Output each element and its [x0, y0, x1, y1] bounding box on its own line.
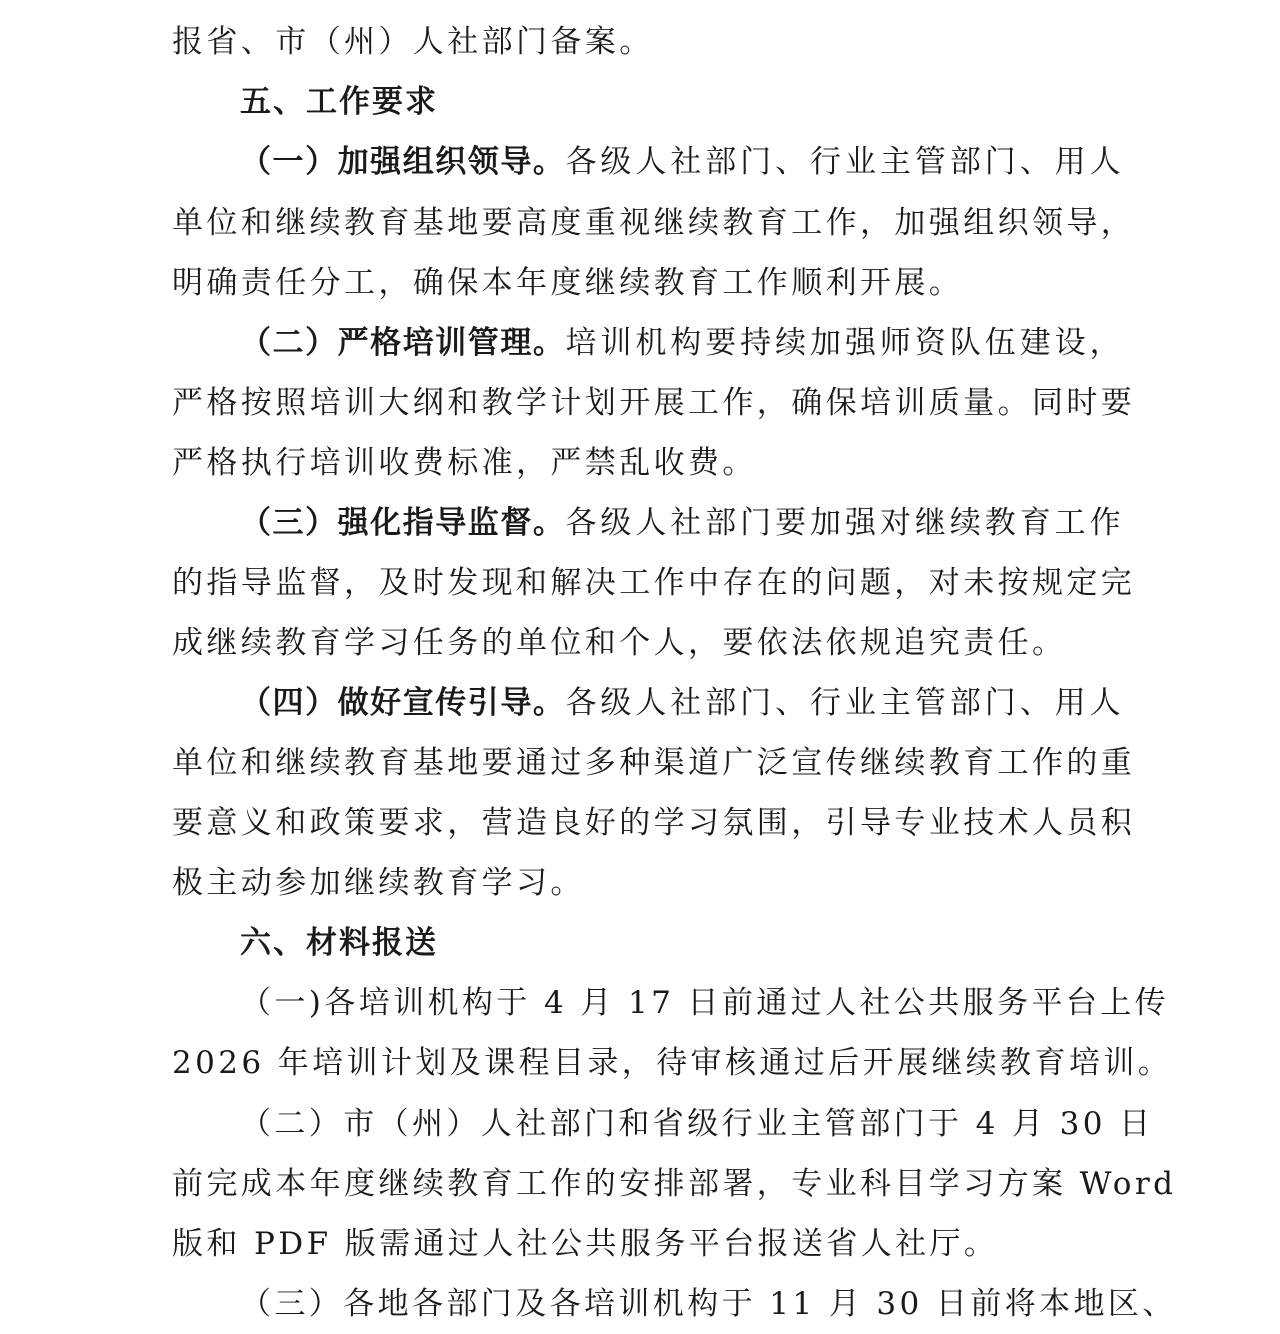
body-text: （二）市（州）人社部门和省级行业主管部门于 4 月 30 日: [240, 1106, 1154, 1142]
paragraph-line: [240, 1274, 1177, 1334]
body-text: 报省、市（州）人社部门备案。: [172, 24, 654, 60]
paragraph-line: [172, 1154, 1177, 1214]
body-text: （三）各地各部门及各培训机构于 11 月 30 日前将本地区、: [240, 1286, 1177, 1322]
body-text: 前完成本年度继续教育工作的安排部署，专业科目学习方案 Word: [172, 1166, 1177, 1202]
section-heading-material-submission: [240, 913, 438, 973]
paragraph-line: [172, 12, 654, 72]
body-text: 的指导监督，及时发现和解决工作中存在的问题，对未按规定完: [172, 565, 1136, 601]
paragraph-line: [240, 132, 1124, 192]
paragraph-line: [172, 193, 1136, 253]
section-heading-work-requirements: [240, 72, 438, 132]
body-text: 各级人社部门、行业主管部门、用人: [565, 685, 1124, 721]
paragraph-line: [172, 733, 1136, 793]
paragraph-line: [172, 433, 757, 493]
paragraph-line: [172, 853, 585, 913]
paragraph-line: [240, 673, 1124, 733]
body-text: 2026 年培训计划及课程目录，待审核通过后开展继续教育培训。: [172, 1045, 1173, 1081]
paragraph-line: [172, 1214, 998, 1274]
subsection-lead: （一）加强组织领导。: [240, 144, 566, 180]
paragraph-line: [240, 1094, 1154, 1154]
paragraph-line: [172, 1033, 1172, 1093]
paragraph-line: [172, 253, 963, 313]
heading-text: 六、材料报送: [240, 925, 438, 961]
paragraph-line: [240, 313, 1124, 373]
paragraph-line: [172, 373, 1136, 433]
body-text: 版和 PDF 版需通过人社公共服务平台报送省人社厅。: [172, 1226, 999, 1262]
paragraph-line: [172, 793, 1136, 853]
paragraph-line: [240, 973, 1170, 1033]
body-text: 成继续教育学习任务的单位和个人，要依法依规追究责任。: [172, 625, 1067, 661]
body-text: （一)各培训机构于 4 月 17 日前通过人社公共服务平台上传: [240, 985, 1170, 1021]
body-text: 单位和继续教育基地要通过多种渠道广泛宣传继续教育工作的重: [172, 745, 1136, 781]
body-text: 要意义和政策要求，营造良好的学习氛围，引导专业技术人员积: [172, 805, 1136, 841]
subsection-lead: （四）做好宣传引导。: [240, 685, 566, 721]
paragraph-line: [172, 553, 1136, 613]
body-text: 极主动参加继续教育学习。: [172, 865, 585, 901]
subsection-lead: （三）强化指导监督。: [240, 505, 566, 541]
body-text: 严格按照培训大纲和教学计划开展工作，确保培训质量。同时要: [172, 385, 1136, 421]
body-text: 各级人社部门要加强对继续教育工作: [565, 505, 1124, 541]
body-text: 单位和继续教育基地要高度重视继续教育工作，加强组织领导，: [172, 205, 1136, 241]
body-text: 明确责任分工，确保本年度继续教育工作顺利开展。: [172, 265, 964, 301]
paragraph-line: [172, 613, 1066, 673]
body-text: 严格执行培训收费标准，严禁乱收费。: [172, 445, 757, 481]
paragraph-line: [240, 493, 1124, 553]
body-text: 培训机构要持续加强师资队伍建设，: [565, 325, 1124, 361]
body-text: 各级人社部门、行业主管部门、用人: [565, 144, 1124, 180]
subsection-lead: （二）严格培训管理。: [240, 325, 566, 361]
heading-text: 五、工作要求: [240, 84, 438, 120]
